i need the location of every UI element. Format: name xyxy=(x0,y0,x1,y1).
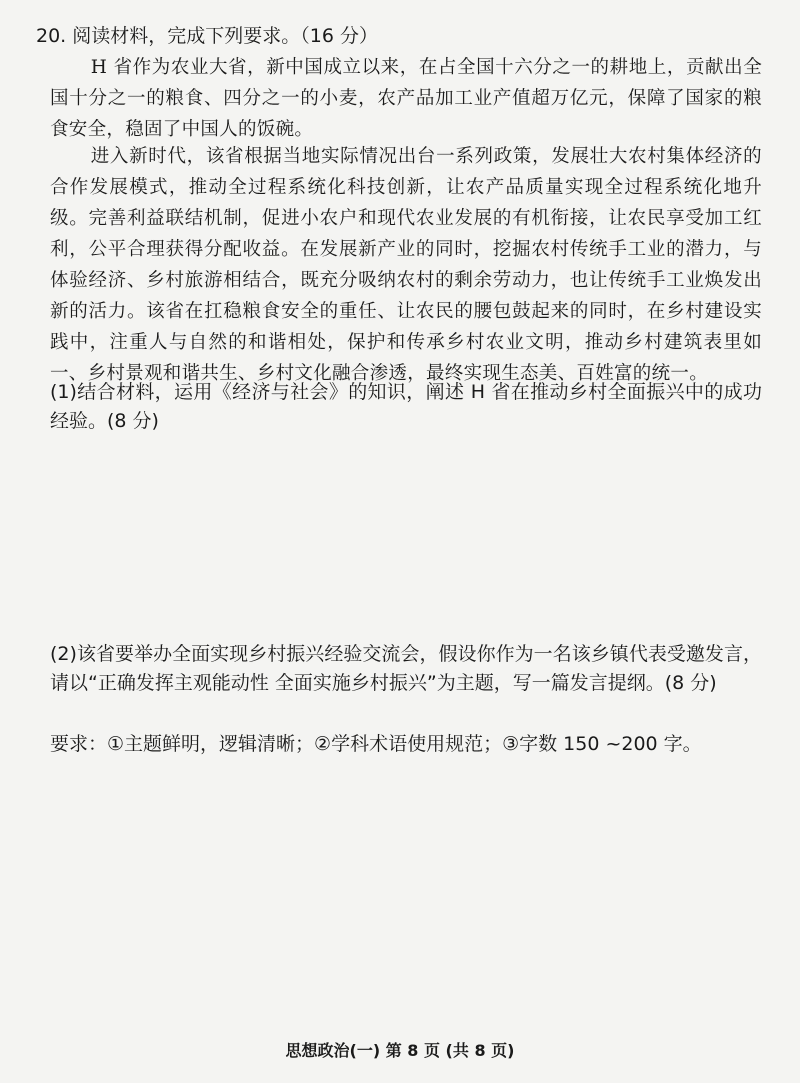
requirements: 要求：①主题鲜明，逻辑清晰；②学科术语使用规范；③字数 150 ~200 字。 xyxy=(50,733,702,755)
material-paragraph-2 xyxy=(50,141,762,389)
material-paragraph-1 xyxy=(50,52,762,145)
sub-question-1: (1)结合材料，运用《经济与社会》的知识，阐述 H 省在推动乡村全面振兴中的成功经验。(8 分) xyxy=(50,381,762,432)
sub-question-2: (2)该省要举办全面实现乡村振兴经验交流会，假设你作为一名该乡镇代表受邀发言，请以“正确发挥主观能动性 全面实施乡村振兴”为主题，写一篇发言提纲。(8 分) xyxy=(50,643,762,694)
question-heading: 20. 阅读材料，完成下列要求。（16 分） xyxy=(36,25,378,47)
material-text-2: 进入新时代，该省根据当地实际情况出台一系列政策，发展壮大农村集体经济的合作发展模式，推动全过程系统化科技创新，让农产品质量实现全过程系统化地升级。完善利益联结机制，促进小农户和现代农业发展的有机衔接，让农民享受加工红利，公平合理获得分配收益。在发展新产业的同时，挖掘农村传统手工业的潜力，与体验经济、乡村旅游相结合，既充分吸纳农村的剩余劳动力，也让传统手工业焕发出新的活力。该省在扛稳粮食安全的重任、让农民的腰包鼓起来的同时，在乡村建设实践中，注重人与自然的和谐相处，保护和传承乡村农业文明，推动乡村建筑表里如一、乡村景观和谐共生、乡村文化融合渗透，最终实现生态美、百姓富的统一。 xyxy=(50,146,762,384)
page-footer: 思想政治(一) 第 8 页 (共 8 页) xyxy=(285,1041,515,1060)
material-text-1: H 省作为农业大省，新中国成立以来，在占全国十六分之一的耕地上，贡献出全国十分之一的粮食、四分之一的小麦，农产品加工业产值超万亿元，保障了国家的粮食安全，稳固了中国人的饭碗。 xyxy=(50,57,762,140)
